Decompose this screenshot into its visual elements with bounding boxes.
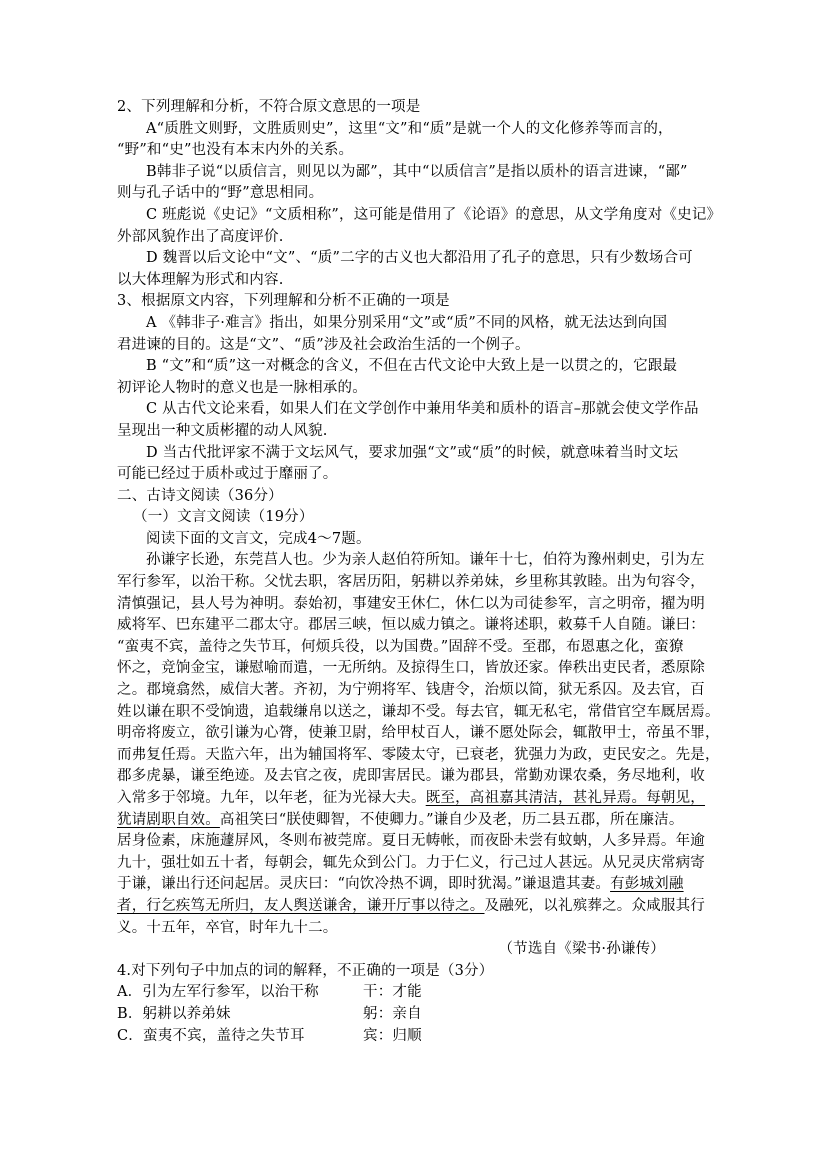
text-line — [117, 529, 713, 551]
text-line — [117, 378, 713, 400]
line-text: 义。十五年，卒官，时年九十二。 — [117, 919, 338, 936]
text-line — [117, 335, 713, 357]
text-line — [117, 658, 713, 680]
text-line — [117, 421, 713, 443]
option-sentence: A．引为左军行参军，以治干称 — [117, 984, 319, 1001]
line-text: 之。郡境翕然，威信大著。齐初，为宁朔将军、钱唐令，治烦以简，狱无系囚。及去官，百 — [117, 682, 705, 699]
text-line — [117, 140, 713, 162]
text-line — [117, 486, 713, 508]
line-text: D 当古代批评家不满于文坛风气，要求加强“文”或“质”的时候，就意味着当时文坛 — [146, 444, 679, 461]
line-text: 威将军、巴东建平二郡太守。郡居三峡，恒以威力镇之。谦将述职，敕募千人自随。谦曰： — [117, 617, 705, 634]
line-text: “野”和“史”也没有本末内外的关系。 — [117, 142, 354, 159]
line-text: 于谦，谦出行还问起居。灵庆曰：“向饮冷热不调，即时犹渴。”谦退遣其妻。 — [117, 876, 611, 893]
line-text: 2、下列理解和分析，不符合原文意思的一项是 — [117, 99, 421, 115]
text-line — [117, 572, 713, 594]
underlined-sentence: 有彭城刘融 — [610, 876, 684, 893]
text-line — [117, 550, 713, 572]
line-text: 怀之，竞饷金宝，谦慰喻而遣，一无所纳。及掠得生口，皆放还家。俸秩出吏民者，悉原除 — [117, 660, 705, 677]
line-text: B韩非子说“以质信言，则见以为鄙”，其中“以质信言”是指以质朴的语言进谏，“鄙” — [146, 163, 688, 180]
text-line — [117, 507, 713, 529]
text-line — [117, 766, 713, 788]
text-line — [117, 594, 713, 616]
text-line — [117, 961, 713, 983]
line-text: 九十，强壮如五十者，每朝会，辄先众到公门。力于仁义，行己过人甚远。从兄灵庆常病寄 — [117, 854, 705, 871]
answer-option — [117, 982, 713, 1004]
line-text: 高祖笑曰“朕使卿智，不使卿力。”谦自少及老，历二县五郡，所在廉洁。 — [219, 811, 684, 828]
document-page — [117, 97, 722, 1047]
text-line — [117, 788, 713, 810]
text-line — [117, 810, 713, 832]
text-line — [117, 680, 713, 702]
line-text: 及融死，以礼殡葬之。众咸服其行 — [484, 897, 705, 914]
line-text: C 从古代文论来看，如果人们在文学创作中兼用华美和质朴的语言–那就会使文学作品 — [146, 401, 699, 418]
option-gloss: 躬：亲自 — [363, 1005, 422, 1022]
text-line — [117, 227, 713, 249]
text-line — [117, 399, 713, 421]
text-line — [117, 248, 713, 270]
text-line — [117, 162, 713, 184]
line-text: 而弗复任焉。天监六年，出为辅国将军、零陵太守，已衰老，犹强力为政，吏民安之。先是， — [117, 746, 720, 763]
line-text: 4.对下列句子中加点的词的解释，不正确的一项是（3分） — [117, 962, 494, 979]
line-text: 以大体理解为形式和内容. — [117, 271, 284, 288]
line-text: D 魏晋以后文论中“文”、“质”二字的古义也大都沿用了孔子的意思，只有少数场合可 — [146, 250, 693, 267]
text-line — [117, 356, 713, 378]
line-text: 军行参军，以治干称。父忧去职，客居历阳，躬耕以养弟妹，乡里称其敦睦。出为句容令， — [117, 574, 705, 591]
line-text: C 班彪说《史记》“文质相称”，这可能是借用了《论语》的意思，从文学角度对《史记》 — [146, 206, 722, 223]
text-line — [117, 745, 720, 767]
line-text: 阅读下面的文言文，完成4～7题。 — [146, 530, 371, 547]
line-text: A“质胜文则野，文胜质则史”，这里“文”和“质”是就一个人的文化修养等而言的， — [146, 120, 673, 137]
text-line — [117, 874, 713, 896]
text-line — [117, 270, 713, 292]
line-text: 明帝将废立，欲引谦为心膂，使兼卫尉，给甲杖百人，谦不愿处际会，辄散甲士，帝虽不罪， — [117, 725, 720, 742]
text-line — [117, 183, 713, 205]
line-text: （节选自《梁书·孙谦传） — [498, 941, 665, 958]
text-line — [117, 702, 720, 724]
line-text: 呈现出一种文质彬擢的动人风貌. — [117, 422, 328, 439]
line-text: 君进谏的目的。这是“文”、“质”涉及社会政治生活的一个例子。 — [117, 336, 530, 353]
line-text: 外部风貌作出了高度评价. — [117, 228, 284, 245]
text-line — [117, 615, 713, 637]
text-line — [117, 97, 713, 119]
line-text: “蛮夷不宾，盖待之失节耳，何烦兵役，以为国费。”固辞不受。至郡，布恩惠之化，蛮獠 — [117, 638, 684, 655]
text-line — [117, 723, 720, 745]
line-text: A 《韩非子·难言》指出，如果分别采用“文”或“质”不同的风格，就无法达到向国 — [146, 314, 668, 331]
text-line — [117, 831, 713, 853]
text-line — [117, 464, 713, 486]
line-text: 则与孔子话中的“野”意思相同。 — [117, 185, 324, 202]
text-line — [117, 853, 713, 875]
line-text: 初评论人物时的意义也是一脉相承的。 — [117, 379, 367, 396]
line-text: 入常多于邻境。九年，以年老，征为光禄大夫。 — [117, 790, 426, 806]
text-line — [117, 637, 713, 659]
text-line — [117, 896, 713, 918]
text-line — [117, 313, 713, 335]
line-text: 清慎强记，县人号为神明。泰始初，事建安王休仁，休仁以为司徒参军，言之明帝，擢为明 — [117, 595, 705, 612]
line-text: 3、根据原文内容，下列理解和分析不正确的一项是 — [117, 293, 450, 310]
underlined-sentence: 既至，高祖嘉其清洁，甚礼异焉。每朝见， — [425, 790, 706, 806]
text-line — [117, 291, 713, 313]
line-text: 孙谦字长逊，东莞莒人也。少为亲人赵伯符所知。谦年十七，伯符为豫州刺史，引为左 — [146, 552, 705, 569]
text-line — [117, 205, 722, 227]
line-text: B “文”和“质”这一对概念的含义，不但在古代文论中大致上是一以贯之的，它跟最 — [146, 358, 678, 375]
line-text: （一）文言文阅读（19分） — [133, 509, 314, 526]
text-line — [117, 443, 713, 465]
line-text: 姓以谦在职不受饷遗，追载缣帛以送之，谦却不受。每去官，辄无私宅，常借官空车厩居焉。 — [117, 703, 720, 720]
line-text: 可能已经过于质朴或过于靡丽了。 — [117, 466, 338, 483]
text-line — [117, 918, 713, 940]
option-gloss: 干：才能 — [363, 984, 422, 1001]
option-sentence: B．躬耕以养弟妹 — [117, 1005, 231, 1022]
option-sentence: C．蛮夷不宾，盖待之失节耳 — [117, 1027, 305, 1044]
underlined-sentence: 犹请剧职自效。 — [117, 811, 220, 828]
answer-option — [117, 1004, 713, 1026]
underlined-sentence: 者，行乞疾笃无所归，友人舆送谦舍，谦开厅事以待之。 — [117, 897, 485, 914]
line-text: 二、古诗文阅读（36分） — [117, 487, 283, 504]
answer-option — [117, 1026, 713, 1048]
text-line — [117, 119, 713, 141]
text-line — [117, 939, 713, 961]
line-text: 郡多虎暴，谦至绝迹。及去官之夜，虎即害居民。谦为郡县，常勤劝课农桑，务尽地利，收 — [117, 768, 705, 785]
option-gloss: 宾：归顺 — [363, 1027, 422, 1044]
line-text: 居身俭素，床施蘧屏风，冬则布被莞席。夏日无帱帐，而夜卧未尝有蚊蚋，人多异焉。年逾 — [117, 833, 705, 850]
